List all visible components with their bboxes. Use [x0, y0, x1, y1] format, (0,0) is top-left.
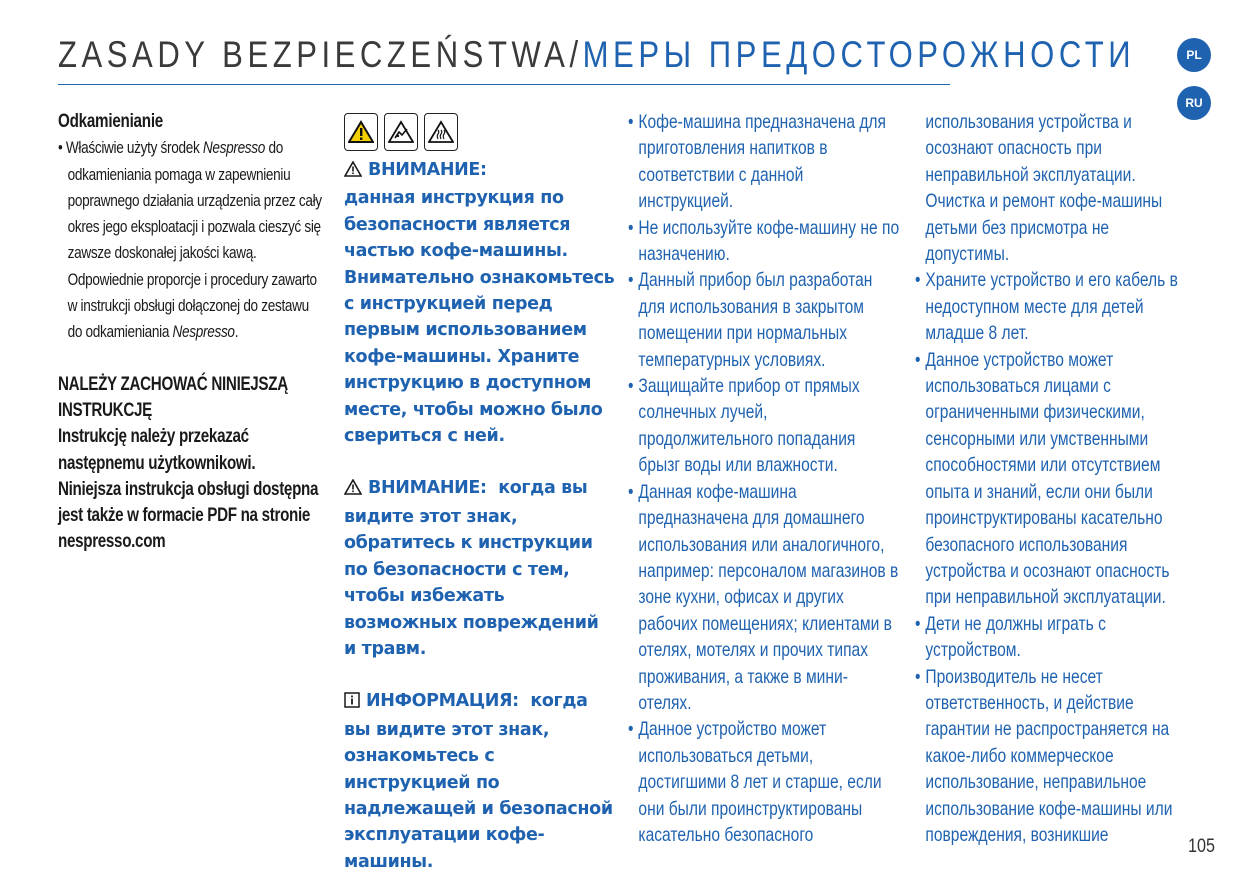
page-title-pl: ZASADY BEZPIECZEŃSTWA/ [58, 34, 583, 75]
descaling-bullet: • Właściwie użyty środek Nespresso do odkamieniania pomaga w zapewnieniu poprawnego działania urządzenia przez cały okres jego eksploatacji i pozwala cieszyć się zawsze doskonałej jakości kawą. Odpowiednie proporcje i procedury zawarto w instrukcji obsługi dołączonej do zestawu do odkamieniania Nespresso. [58, 138, 322, 342]
descaling-text-1: Właściwie użyty środek [65, 138, 203, 158]
safety-bullet: • Защищайте прибор от прямых солнечных лучей, продолжительного попадания брызг воды или влажности. [628, 373, 900, 479]
keep-instructions-text: Instrukcję należy przekazać następnemu użytkownikowi. Niniejsza instrukcja obsługi dostępna jest także w formacie PDF na stronie nespresso.com [58, 426, 319, 553]
safety-column-1 [628, 109, 900, 848]
brand-name: Nespresso [172, 322, 235, 342]
page-title [58, 34, 1135, 76]
page-number: 105 [1188, 836, 1215, 857]
warning-block-2 [344, 475, 616, 662]
safety-column-2 [915, 109, 1187, 848]
warning-text-2: когда вы видите этот знак, обратитесь к инструкции по безопасности с тем, чтобы избежать возможных повреждений и травм. [344, 478, 599, 659]
descaling-text-3: . [234, 322, 239, 342]
brand-name: Nespresso [202, 138, 266, 158]
descaling-heading: Odkamienianie [58, 111, 164, 132]
title-divider [58, 84, 950, 85]
warning-icon [344, 159, 362, 185]
hot-surface-icon [424, 113, 458, 151]
electric-hazard-icon [384, 113, 418, 151]
info-icon [344, 690, 360, 716]
info-block [344, 688, 616, 875]
info-text: когда вы видите этот знак, ознакомьтесь с инструкцией по надлежащей и безопасной эксплуатации кофе-машины. [344, 691, 613, 872]
warning-label-2: ВНИМАНИЕ: [368, 478, 487, 499]
safety-icons [344, 113, 616, 151]
keep-instructions-heading: NALEŻY ZACHOWAĆ NINIEJSZĄ INSTRUKCJĘ [58, 373, 288, 421]
descaling-column [58, 109, 322, 556]
safety-bullet: • Данная кофе-машина предназначена для домашнего использования или аналогичного, например: персоналом магазинов в зоне кухни, офисах и других рабочих помещениях; клиентами в отелях, мотелях и прочих типах проживания, а также в мини-отелях. [628, 479, 900, 717]
warning-block-1 [344, 157, 616, 449]
warning-triangle-icon [344, 113, 378, 151]
safety-bullet: • Дети не должны играть с устройством. [915, 611, 1187, 664]
safety-bullet: • Не используйте кофе-машину не по назначению. [628, 215, 900, 268]
warning-text-1: данная инструкция по безопасности является частью кофе-машины. Внимательно ознакомьтесь с инструкцией перед первым использованием кофе-машины. Храните инструкцию в доступном месте, чтобы можно было свериться с ней. [344, 188, 615, 447]
safety-bullet: • Производитель не несет ответственность, и действие гарантии не распространяется на какое-либо коммерческое использование, неправильное использование кофе-машины или повреждения, возникшие [915, 664, 1187, 849]
safety-bullet: • Данный прибор был разработан для использования в закрытом помещении при нормальных температурных условиях. [628, 267, 900, 373]
warnings-column [344, 113, 616, 875]
safety-continuation: использования устройства и осознают опасность при неправильной эксплуатации. Очистка и ремонт кофе-машины детьми без присмотра не допустимы. [925, 111, 1163, 266]
language-badge-ru[interactable]: RU [1177, 86, 1211, 120]
safety-bullet: • Храните устройство и его кабель в недоступном месте для детей младше 8 лет. [915, 267, 1187, 346]
safety-bullet: • Кофе-машина предназначена для приготовления напитков в соответствии с данной инструкцией. [628, 109, 900, 215]
warning-icon [344, 477, 362, 503]
page-title-ru: МЕРЫ ПРЕДОСТОРОЖНОСТИ [582, 34, 1136, 75]
descaling-text-2: do odkamieniania pomaga w zapewnieniu poprawnego działania urządzenia przez cały okres jego eksploatacji i pozwala cieszyć się zawsze doskonałej jakości kawą. Odpowiednie proporcje i procedury zawarto w instrukcji obsługi dołączonej do zestawu do odkamieniania [67, 138, 322, 342]
language-badge-pl[interactable]: PL [1177, 38, 1211, 72]
warning-label-1: ВНИМАНИЕ: [368, 160, 487, 180]
safety-bullet: • Данное устройство может использоваться детьми, достигшими 8 лет и старше, если они были проинструктированы касательно безопасного [628, 716, 900, 848]
info-label: ИНФОРМАЦИЯ: [366, 691, 519, 712]
safety-bullet: • Данное устройство может использоваться лицами с ограниченными физическими, сенсорными или умственными способностями или отсутствием опыта и знаний, если они были проинструктированы касательно безопасного использования устройства и осознают опасность при неправильной эксплуатации. [915, 347, 1187, 611]
